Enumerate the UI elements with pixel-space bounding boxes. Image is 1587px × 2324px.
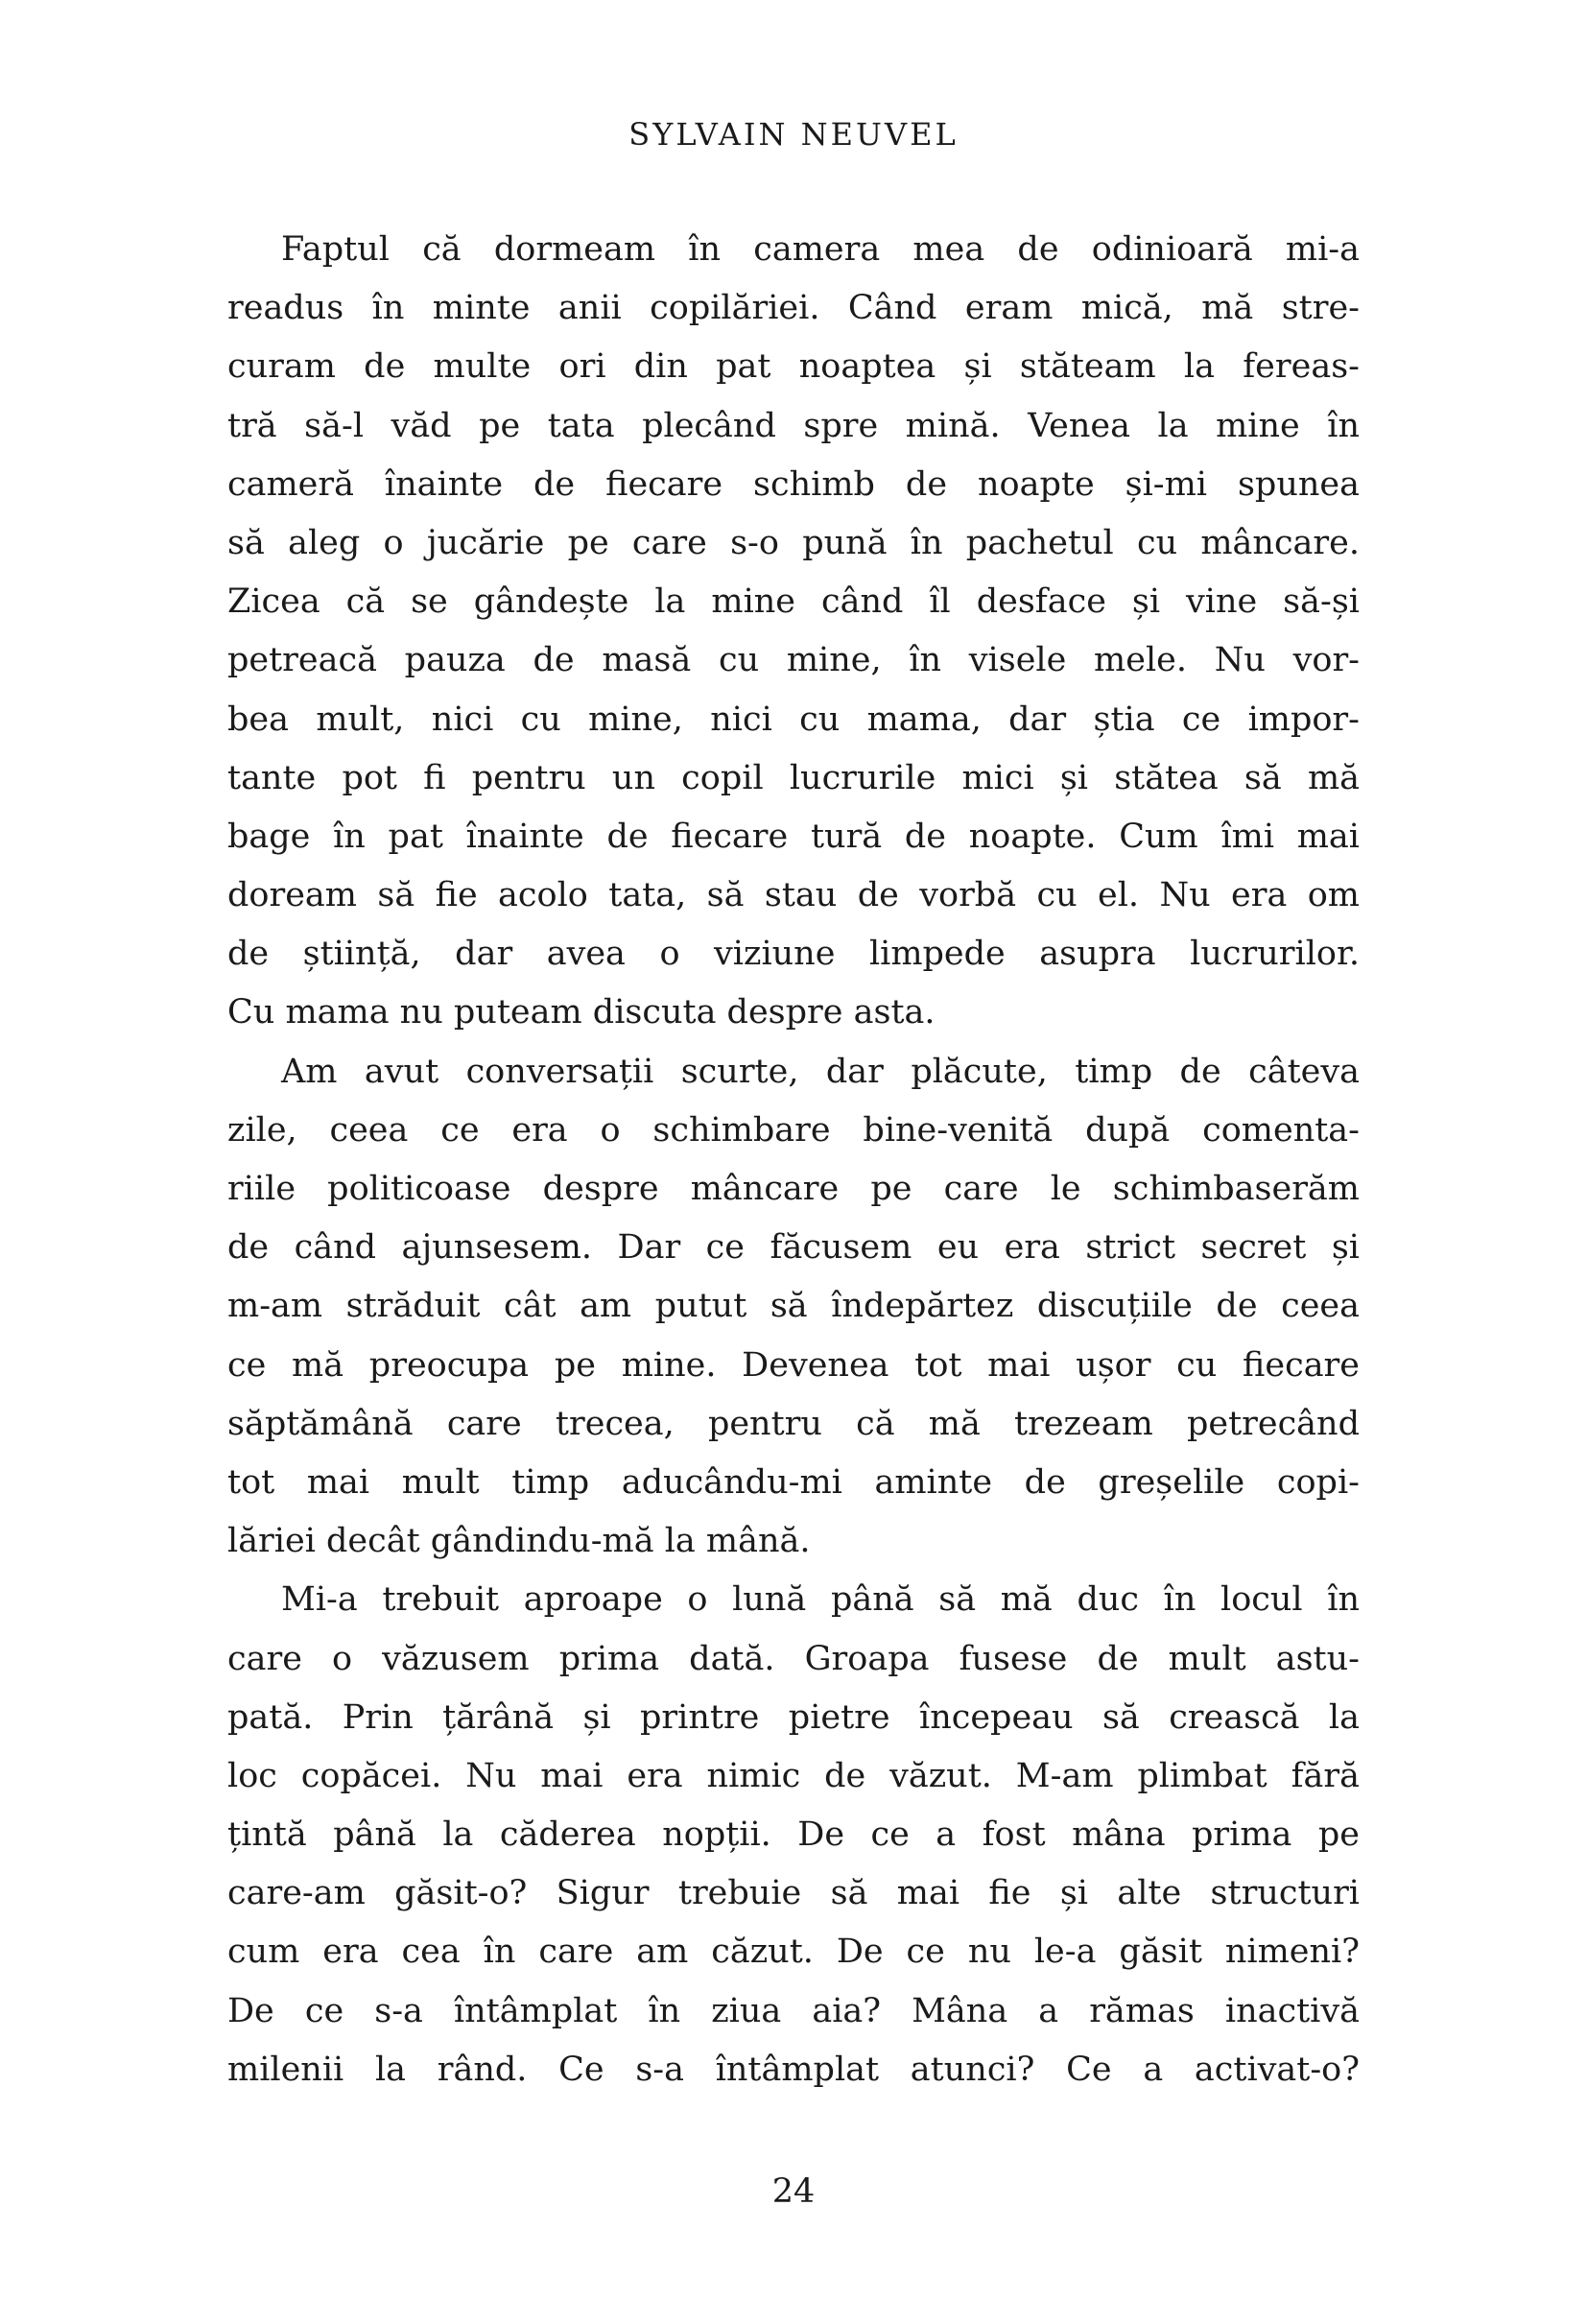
- text-line: de știință, dar avea o viziune limpede asupra lucrurilor.: [227, 935, 1360, 974]
- text-line: m-am străduit cât am putut să îndepărtez discuțiile de ceea: [227, 1287, 1360, 1326]
- text-line: milenii la rând. Ce s-a întâmplat atunci? Ce a activat-o?: [227, 2050, 1360, 2089]
- text-line: readus în minte anii copilăriei. Când eram mică, mă stre-: [227, 289, 1360, 328]
- text-line: pată. Prin țărână și printre pietre începeau să crească la: [227, 1697, 1360, 1737]
- text-line: Cu mama nu puteam discuta despre asta.: [227, 993, 936, 1032]
- text-line: De ce s-a întâmplat în ziua aia? Mâna a rămas inactivă: [227, 1991, 1360, 2030]
- running-head: SYLVAIN NEUVEL: [628, 116, 959, 153]
- text-line: Zicea că se gândește la mine când îl desface și vine să-și: [227, 582, 1360, 622]
- text-line: Am avut conversații scurte, dar plăcute, timp de câteva: [281, 1052, 1360, 1091]
- paragraph-3: [227, 1571, 1360, 2099]
- text-line: bea mult, nici cu mine, nici cu mama, dar știa ce impor-: [227, 700, 1360, 739]
- text-line: cameră înainte de fiecare schimb de noapte și-mi spunea: [227, 464, 1360, 504]
- text-line: zile, ceea ce era o schimbare bine-venită după comenta-: [227, 1110, 1360, 1150]
- paragraph-2: [227, 1043, 1360, 1572]
- text-line: petreacă pauza de masă cu mine, în visele mele. Nu vor-: [227, 641, 1360, 680]
- text-line: tră să-l văd pe tata plecând spre mină. Venea la mine în: [227, 406, 1360, 445]
- text-line: cum era cea în care am căzut. De ce nu le-a găsit nimeni?: [227, 1933, 1360, 1972]
- text-line: Mi-a trebuit aproape o lună până să mă duc în locul în: [281, 1580, 1360, 1620]
- text-line: de când ajunsesem. Dar ce făcusem eu era strict secret și: [227, 1228, 1360, 1268]
- text-line: bage în pat înainte de fiecare tură de noapte. Cum îmi mai: [227, 817, 1360, 856]
- text-line: ce mă preocupa pe mine. Devenea tot mai ușor cu fiecare: [227, 1345, 1360, 1385]
- text-line: tante pot fi pentru un copil lucrurile mici și stătea să mă: [227, 758, 1360, 797]
- text-line: lăriei decât gândindu-mă la mână.: [227, 1522, 811, 1561]
- text-line: să aleg o jucărie pe care s-o pună în pachetul cu mâncare.: [227, 523, 1360, 562]
- text-line: tot mai mult timp aducându-mi aminte de greșelile copi-: [227, 1462, 1360, 1502]
- text-line: care-am găsit-o? Sigur trebuie să mai fie și alte structuri: [227, 1874, 1360, 1913]
- body-text: [227, 221, 1360, 2099]
- text-line: Faptul că dormeam în camera mea de odinioară mi-a: [281, 230, 1360, 269]
- text-line: care o văzusem prima dată. Groapa fusese de mult astu-: [227, 1639, 1360, 1678]
- paragraph-1: [227, 221, 1360, 1043]
- text-line: loc copăcei. Nu mai era nimic de văzut. M-am plimbat fără: [227, 1756, 1360, 1795]
- text-line: riile politicoase despre mâncare pe care le schimbaserăm: [227, 1170, 1360, 1208]
- text-line: doream să fie acolo tata, să stau de vorbă cu el. Nu era om: [227, 876, 1360, 915]
- text-line: țintă până la căderea nopții. De ce a fost mâna prima pe: [227, 1815, 1360, 1855]
- page-number: 24: [771, 2172, 816, 2211]
- text-line: curam de multe ori din pat noaptea și stăteam la fereas-: [227, 347, 1360, 387]
- text-line: săptămână care trecea, pentru că mă trezeam petrecând: [227, 1404, 1360, 1443]
